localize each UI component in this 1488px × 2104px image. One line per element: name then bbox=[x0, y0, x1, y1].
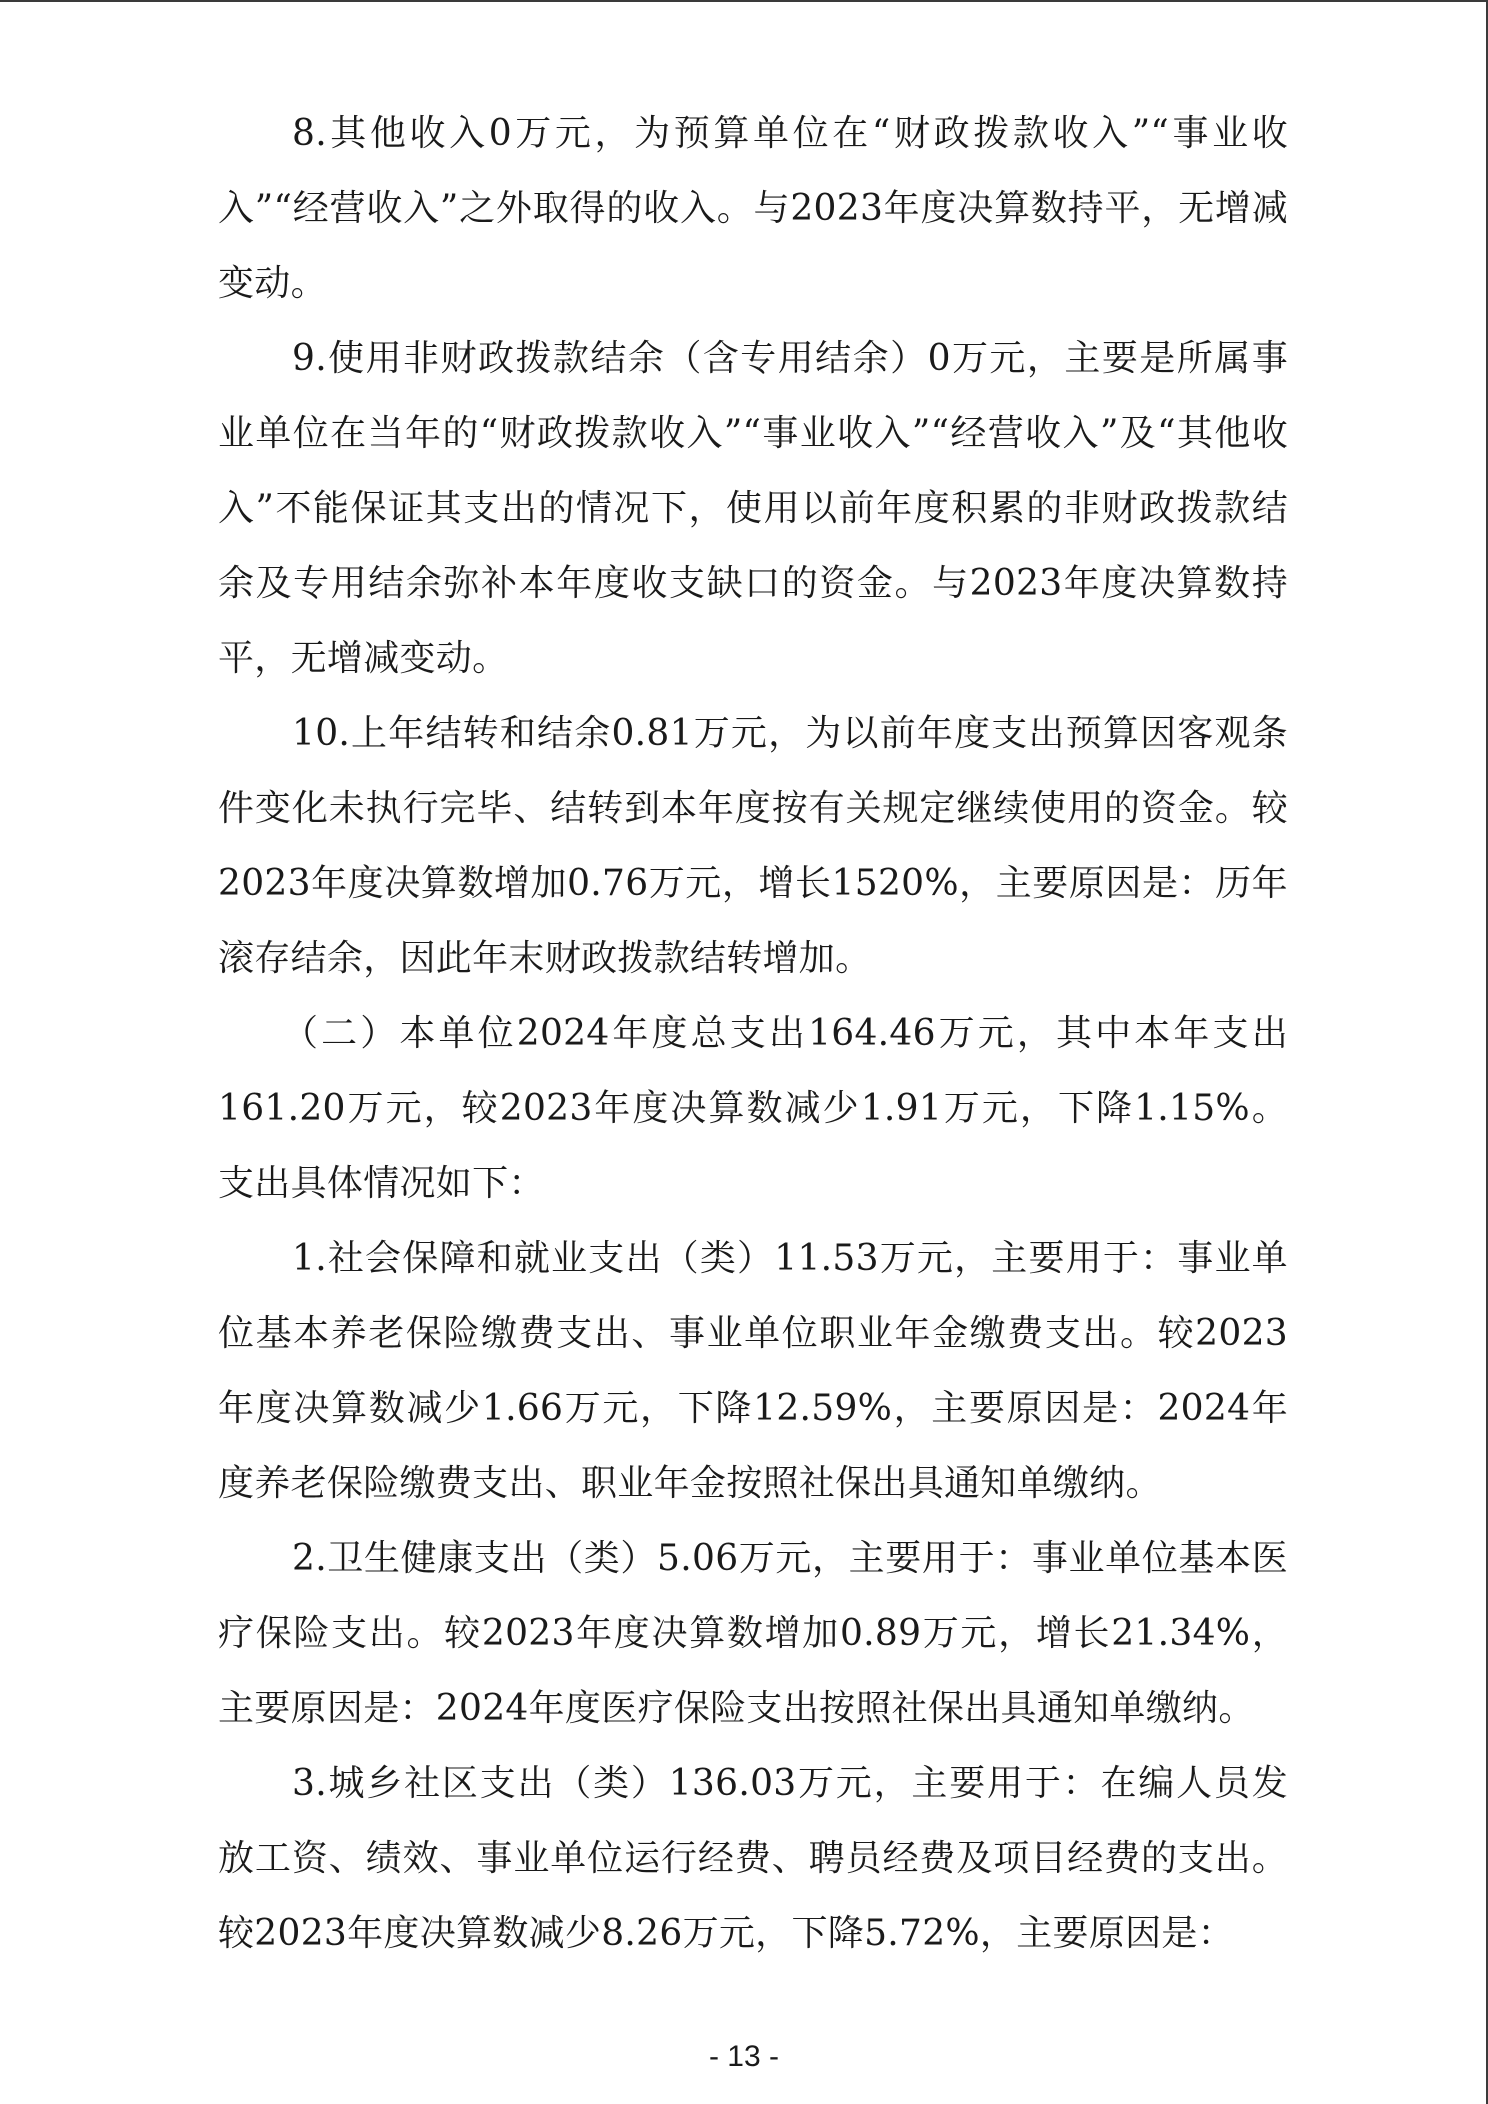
paragraph-health-expenditure: 2.卫生健康支出（类）5.06万元，主要用于：事业单位基本医疗保险支出。较2023年度决算数增加0.89万元，增长21.34%，主要原因是：2024年度医疗保险支出按照社保出具通知单缴纳。 bbox=[218, 1538, 1288, 1729]
paragraph-other-income: 8.其他收入0万元，为预算单位在“财政拨款收入”“事业收入”“经营收入”之外取得的收入。与2023年度决算数持平，无增减变动。 bbox=[218, 113, 1288, 304]
document-body bbox=[218, 96, 1288, 1971]
paragraph-social-security-expenditure: 1.社会保障和就业支出（类）11.53万元，主要用于：事业单位基本养老保险缴费支出、事业单位职业年金缴费支出。较2023年度决算数减少1.66万元，下降12.59%，主要原因是：2024年度养老保险缴费支出、职业年金按照社保出具通知单缴纳。 bbox=[218, 1238, 1288, 1504]
page-number: - 13 - bbox=[708, 2040, 780, 2073]
paragraph-community-expenditure: 3.城乡社区支出（类）136.03万元，主要用于：在编人员发放工资、绩效、事业单位运行经费、聘员经费及项目经费的支出。较2023年度决算数减少8.26万元，下降5.72%，主要原因是： bbox=[218, 1763, 1288, 1954]
paragraph-total-expenditure: （二）本单位2024年度总支出164.46万元，其中本年支出161.20万元，较2023年度决算数减少1.91万元，下降1.15%。支出具体情况如下： bbox=[218, 1013, 1288, 1204]
paragraph-prior-year-carryover: 10.上年结转和结余0.81万元，为以前年度支出预算因客观条件变化未执行完毕、结转到本年度按有关规定继续使用的资金。较2023年度决算数增加0.76万元，增长1520%，主要原因是：历年滚存结余，因此年末财政拨款结转增加。 bbox=[218, 713, 1288, 979]
paragraph-non-fiscal-balance: 9.使用非财政拨款结余（含专用结余）0万元，主要是所属事业单位在当年的“财政拨款收入”“事业收入”“经营收入”及“其他收入”不能保证其支出的情况下，使用以前年度积累的非财政拨款结余及专用结余弥补本年度收支缺口的资金。与2023年度决算数持平，无增减变动。 bbox=[218, 338, 1288, 679]
scan-border-top bbox=[0, 0, 1488, 2]
